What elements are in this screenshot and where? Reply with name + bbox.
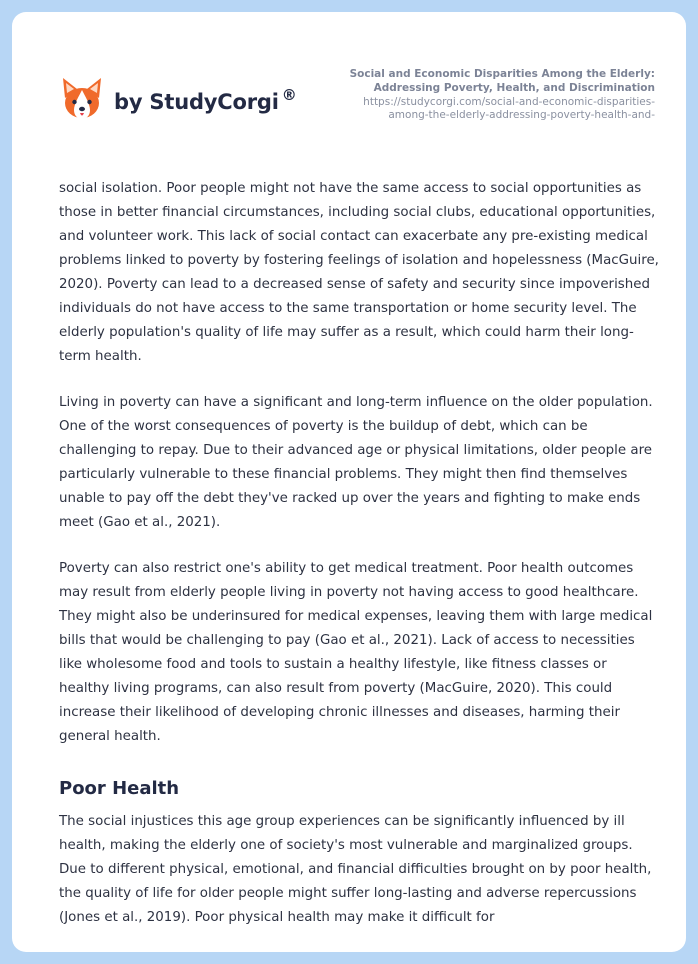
paragraph: social isolation. Poor people might not have the same access to social opportunities as those in better financial circumstances, including social clubs, educational opportunities, and volunteer work. This lack of social contact can exacerbate any pre-existing medical problems linked to poverty by fostering feelings of isolation and hopelessness (MacGuire, 2020). Poverty can lead to a decreased sense of safety and security since impoverished individuals do not have access to the same transportation or home security level. The elderly population's quality of life may suffer as a result, which could harm their long-term health. (59, 181, 659, 364)
paragraph: Living in poverty can have a significant and long-term influence on the older population. One of the worst consequences of poverty is the buildup of debt, which can be challenging to repay. Due to their advanced age or physical limitations, older people are particularly vulnerable to these financial problems. They might then find themselves unable to pay off the debt they've racked up over the years and fighting to make ends meet (Gao et al., 2021). (59, 395, 653, 530)
paragraph: Poverty can also restrict one's ability to get medical treatment. Poor health outcomes may result from elderly people living in poverty not having access to good healthcare. They might also be underinsured for medical expenses, leaving them with large medical bills that would be challenging to pay (Gao et al., 2021). Lack of access to necessities like wholesome food and tools to sustain a healthy lifestyle, like fitness classes or healthy living programs, can also result from poverty (MacGuire, 2020). This could increase their likelihood of developing chronic illnesses and diseases, harming their general health. (59, 561, 653, 744)
document-url[interactable]: https://studycorgi.com/social-and-economic-disparities-among-the-elderly-addressing-poverty-health-and- (363, 96, 655, 121)
registered-mark: ® (281, 86, 297, 104)
brand-name: by StudyCorgi ® (114, 86, 297, 114)
studycorgi-logo[interactable] (60, 76, 297, 122)
document-body (59, 177, 659, 952)
corgi-icon (60, 76, 104, 122)
section-heading: Poor Health (59, 778, 180, 799)
paragraph: The social injustices this age group experiences can be significantly influenced by ill health, making the elderly one of society's most vulnerable and marginalized groups. Due to different physical, emotional, and financial difficulties brought on by poor health, the quality of life for older people might suffer long-lasting and adverse repercussions (Jones et al., 2019). Poor physical health may make it difficult for (59, 814, 652, 925)
document-page (12, 12, 686, 952)
document-meta (325, 67, 655, 122)
document-title: Social and Economic Disparities Among the Elderly: Addressing Poverty, Health, and Discrimination (349, 68, 655, 94)
